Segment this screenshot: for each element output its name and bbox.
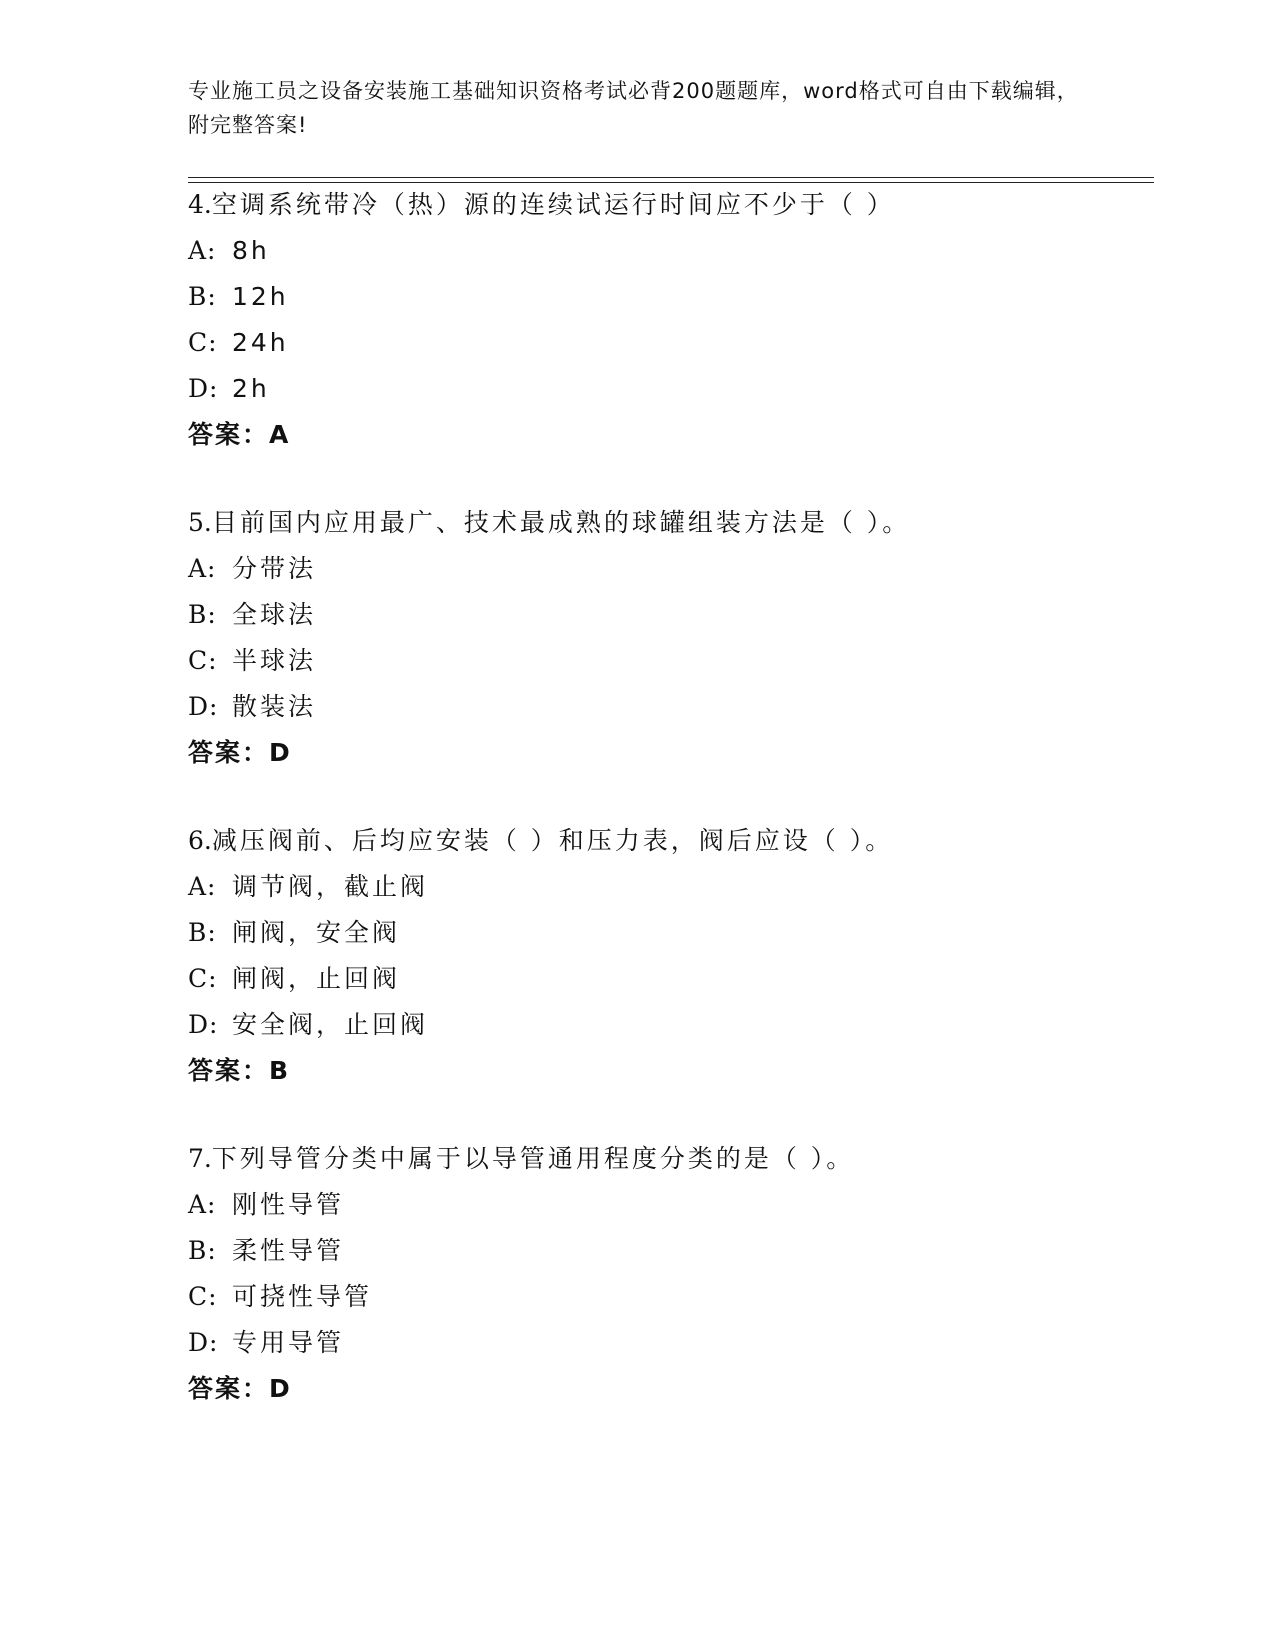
option-d xyxy=(188,366,1148,412)
option-a xyxy=(188,228,1148,274)
answer-line: 答案：A xyxy=(188,420,291,449)
option-b xyxy=(188,910,1148,956)
option-letter: C: xyxy=(188,964,218,993)
question-text: 下列导管分类中属于以导管通用程度分类的是（ ）。 xyxy=(211,1144,855,1173)
option-letter: A: xyxy=(188,236,217,265)
option-a xyxy=(188,546,1148,592)
question-block xyxy=(188,182,1148,458)
answer-line: 答案：D xyxy=(188,1374,292,1403)
option-c xyxy=(188,638,1148,684)
option-text: 柔性导管 xyxy=(232,1236,345,1265)
question-text: 减压阀前、后均应安装（ ）和压力表，阀后应设（ ）。 xyxy=(211,826,894,855)
option-letter: D: xyxy=(188,1328,219,1357)
option-text: 专用导管 xyxy=(232,1328,345,1357)
answer-line: 答案：D xyxy=(188,738,292,767)
option-b xyxy=(188,592,1148,638)
option-text: 散装法 xyxy=(232,692,317,721)
option-text: 2h xyxy=(232,374,270,403)
option-letter: B: xyxy=(188,918,217,947)
option-b xyxy=(188,274,1148,320)
question-block xyxy=(188,818,1148,1094)
question-stem xyxy=(188,818,1148,864)
option-letter: C: xyxy=(188,646,218,675)
option-text: 可挠性导管 xyxy=(232,1282,373,1311)
option-letter: B: xyxy=(188,600,217,629)
option-text: 刚性导管 xyxy=(232,1190,345,1219)
question-text: 目前国内应用最广、技术最成熟的球罐组装方法是（ ）。 xyxy=(211,508,911,537)
option-text: 闸阀，安全阀 xyxy=(232,918,401,947)
option-letter: D: xyxy=(188,692,219,721)
option-a xyxy=(188,1182,1148,1228)
option-d xyxy=(188,684,1148,730)
option-c xyxy=(188,1274,1148,1320)
document-header: 专业施工员之设备安装施工基础知识资格考试必背200题题库，word格式可自由下载编辑，附完整答案! xyxy=(188,79,1079,137)
option-text: 24h xyxy=(232,328,289,357)
answer-line: 答案：B xyxy=(188,1056,291,1085)
question-number: 6. xyxy=(188,826,212,855)
option-letter: B: xyxy=(188,1236,217,1265)
option-letter: D: xyxy=(188,1010,219,1039)
option-letter: A: xyxy=(188,554,217,583)
question-block xyxy=(188,1136,1148,1412)
question-stem xyxy=(188,182,1148,228)
option-letter: B: xyxy=(188,282,217,311)
option-d xyxy=(188,1320,1148,1366)
option-text: 半球法 xyxy=(232,646,317,675)
option-letter: A: xyxy=(188,1190,217,1219)
option-c xyxy=(188,956,1148,1002)
question-number: 7. xyxy=(188,1144,212,1173)
option-b xyxy=(188,1228,1148,1274)
question-text: 空调系统带冷（热）源的连续试运行时间应不少于（ ） xyxy=(211,190,895,219)
question-number: 4. xyxy=(188,190,212,219)
question-stem xyxy=(188,500,1148,546)
option-c xyxy=(188,320,1148,366)
option-letter: A: xyxy=(188,872,217,901)
option-text: 8h xyxy=(232,236,270,265)
option-text: 闸阀，止回阀 xyxy=(232,964,401,993)
option-d xyxy=(188,1002,1148,1048)
question-block xyxy=(188,500,1148,776)
option-letter: C: xyxy=(188,328,218,357)
option-letter: D: xyxy=(188,374,219,403)
option-text: 12h xyxy=(232,282,289,311)
question-number: 5. xyxy=(188,508,212,537)
option-letter: C: xyxy=(188,1282,218,1311)
option-text: 全球法 xyxy=(232,600,317,629)
option-text: 分带法 xyxy=(232,554,317,583)
header-divider-top xyxy=(188,177,1154,178)
option-a xyxy=(188,864,1148,910)
question-stem xyxy=(188,1136,1148,1182)
option-text: 安全阀，止回阀 xyxy=(232,1010,429,1039)
option-text: 调节阀，截止阀 xyxy=(232,872,429,901)
